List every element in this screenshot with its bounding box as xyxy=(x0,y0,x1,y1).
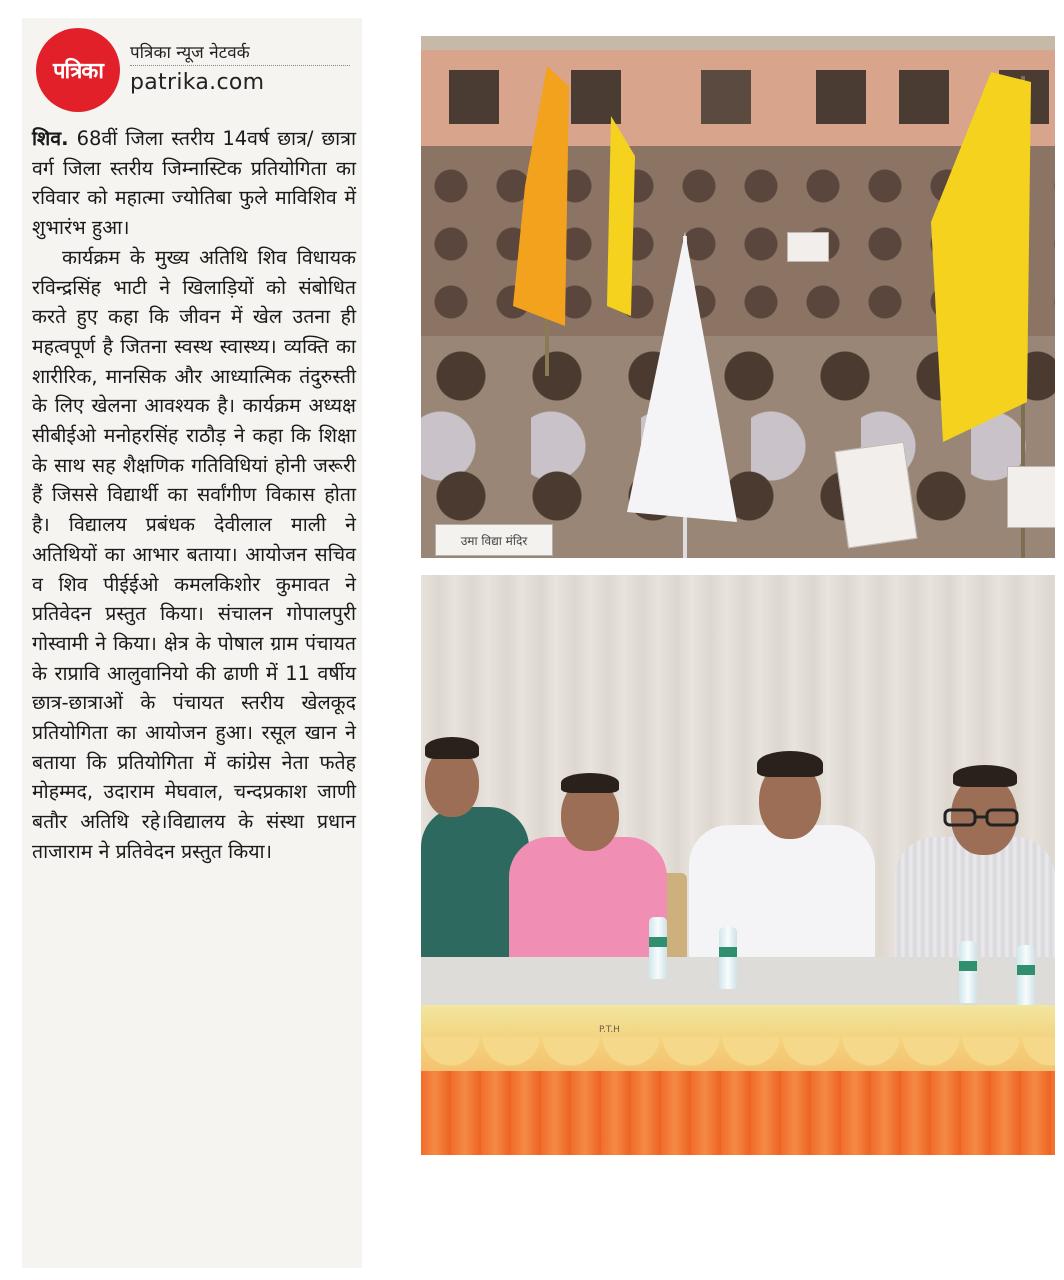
roof-canopy xyxy=(421,36,1055,50)
water-bottle xyxy=(1017,945,1035,1007)
water-bottle xyxy=(959,941,977,1003)
placard xyxy=(1007,466,1055,528)
article-paragraph: कार्यक्रम के मुख्य अतिथि शिव विधायक रविन्द्रसिंह भाटी ने खिलाड़ियों को संबोधित करते हुए कहा कि जीवन में खेल उतना ही महत्वपूर्ण है जितना स्वस्थ स्वास्थ्य। व्यक्ति का शारीरिक, मानसिक और आध्यात्मिक तंदुरुस्ती के लिए खेलना आवश्यक है। कार्यक्रम अध्यक्ष सीबीईओ मनोहरसिंह राठौड़ ने कहा कि शिक्षा के साथ सह शैक्षणिक गतिविधियां होनी जरूरी हैं जिससे विद्यार्थी का सर्वांगीण विकास होता है। विद्यालय प्रबंधक देवीलाल माली ने अतिथियों का आभार बताया। आयोजन सचिव व शिव पीईईओ कमलकिशोर कुमावत ने प्रतिवेदन प्रस्तुत किया। संचालन गोपालपुरी गोस्वामी ने किया। क्षेत्र के पोषाल ग्राम पंचायत के राप्रावि आलुवानियो की ढाणी में 11 वर्षीय छात्र-छात्राओं के पंचायत स्तरीय खेलकूद प्रतियोगिता का आयोजन हुआ। रसूल खान ने बताया कि प्रतियोगिता में कांग्रेस नेता फतेह मोहम्मद, उदाराम मेघवाल, चन्दप्रकाश जाणी बतौर अतिथि रहे।विद्यालय के संस्था प्रधान ताजाराम ने प्रतिवेदन प्रस्तुत किया। xyxy=(32,245,356,863)
placard xyxy=(835,442,918,549)
website-byline: patrika.com xyxy=(130,70,265,95)
paragraph-1-text: 68वीं जिला स्तरीय 14वर्ष छात्र/ छात्रा वर्ग जिला स्तरीय जिम्नास्टिक प्रतियोगिता का रविवार को महात्मा ज्योतिबा फुले माविशिव में शुभारंभ हुआ। xyxy=(32,127,357,240)
logo-text: पत्रिका xyxy=(53,59,103,84)
water-bottle xyxy=(649,917,667,979)
skirt-print-text: P.T.H xyxy=(599,1025,620,1035)
saffron-flag xyxy=(513,66,569,336)
patrika-logo xyxy=(36,28,120,112)
school-name-sign: उमा विद्या मंदिर xyxy=(435,524,553,556)
table-skirt-orange xyxy=(421,1071,1055,1155)
window xyxy=(449,70,499,124)
article-paragraph xyxy=(32,124,356,243)
dateline: शिव. xyxy=(32,127,69,150)
article-body xyxy=(32,124,356,867)
dignitaries-stage-photo xyxy=(421,575,1055,1155)
window xyxy=(701,70,751,124)
glasses-icon xyxy=(943,807,1023,829)
placard xyxy=(787,232,829,262)
window xyxy=(816,70,866,124)
students-crowd-photo xyxy=(421,36,1055,558)
white-flag xyxy=(627,232,737,532)
article-column xyxy=(22,18,362,1268)
news-network-byline: पत्रिका न्यूज नेटवर्क xyxy=(130,40,350,66)
water-bottle xyxy=(719,927,737,989)
yellow-flag xyxy=(931,72,1031,452)
